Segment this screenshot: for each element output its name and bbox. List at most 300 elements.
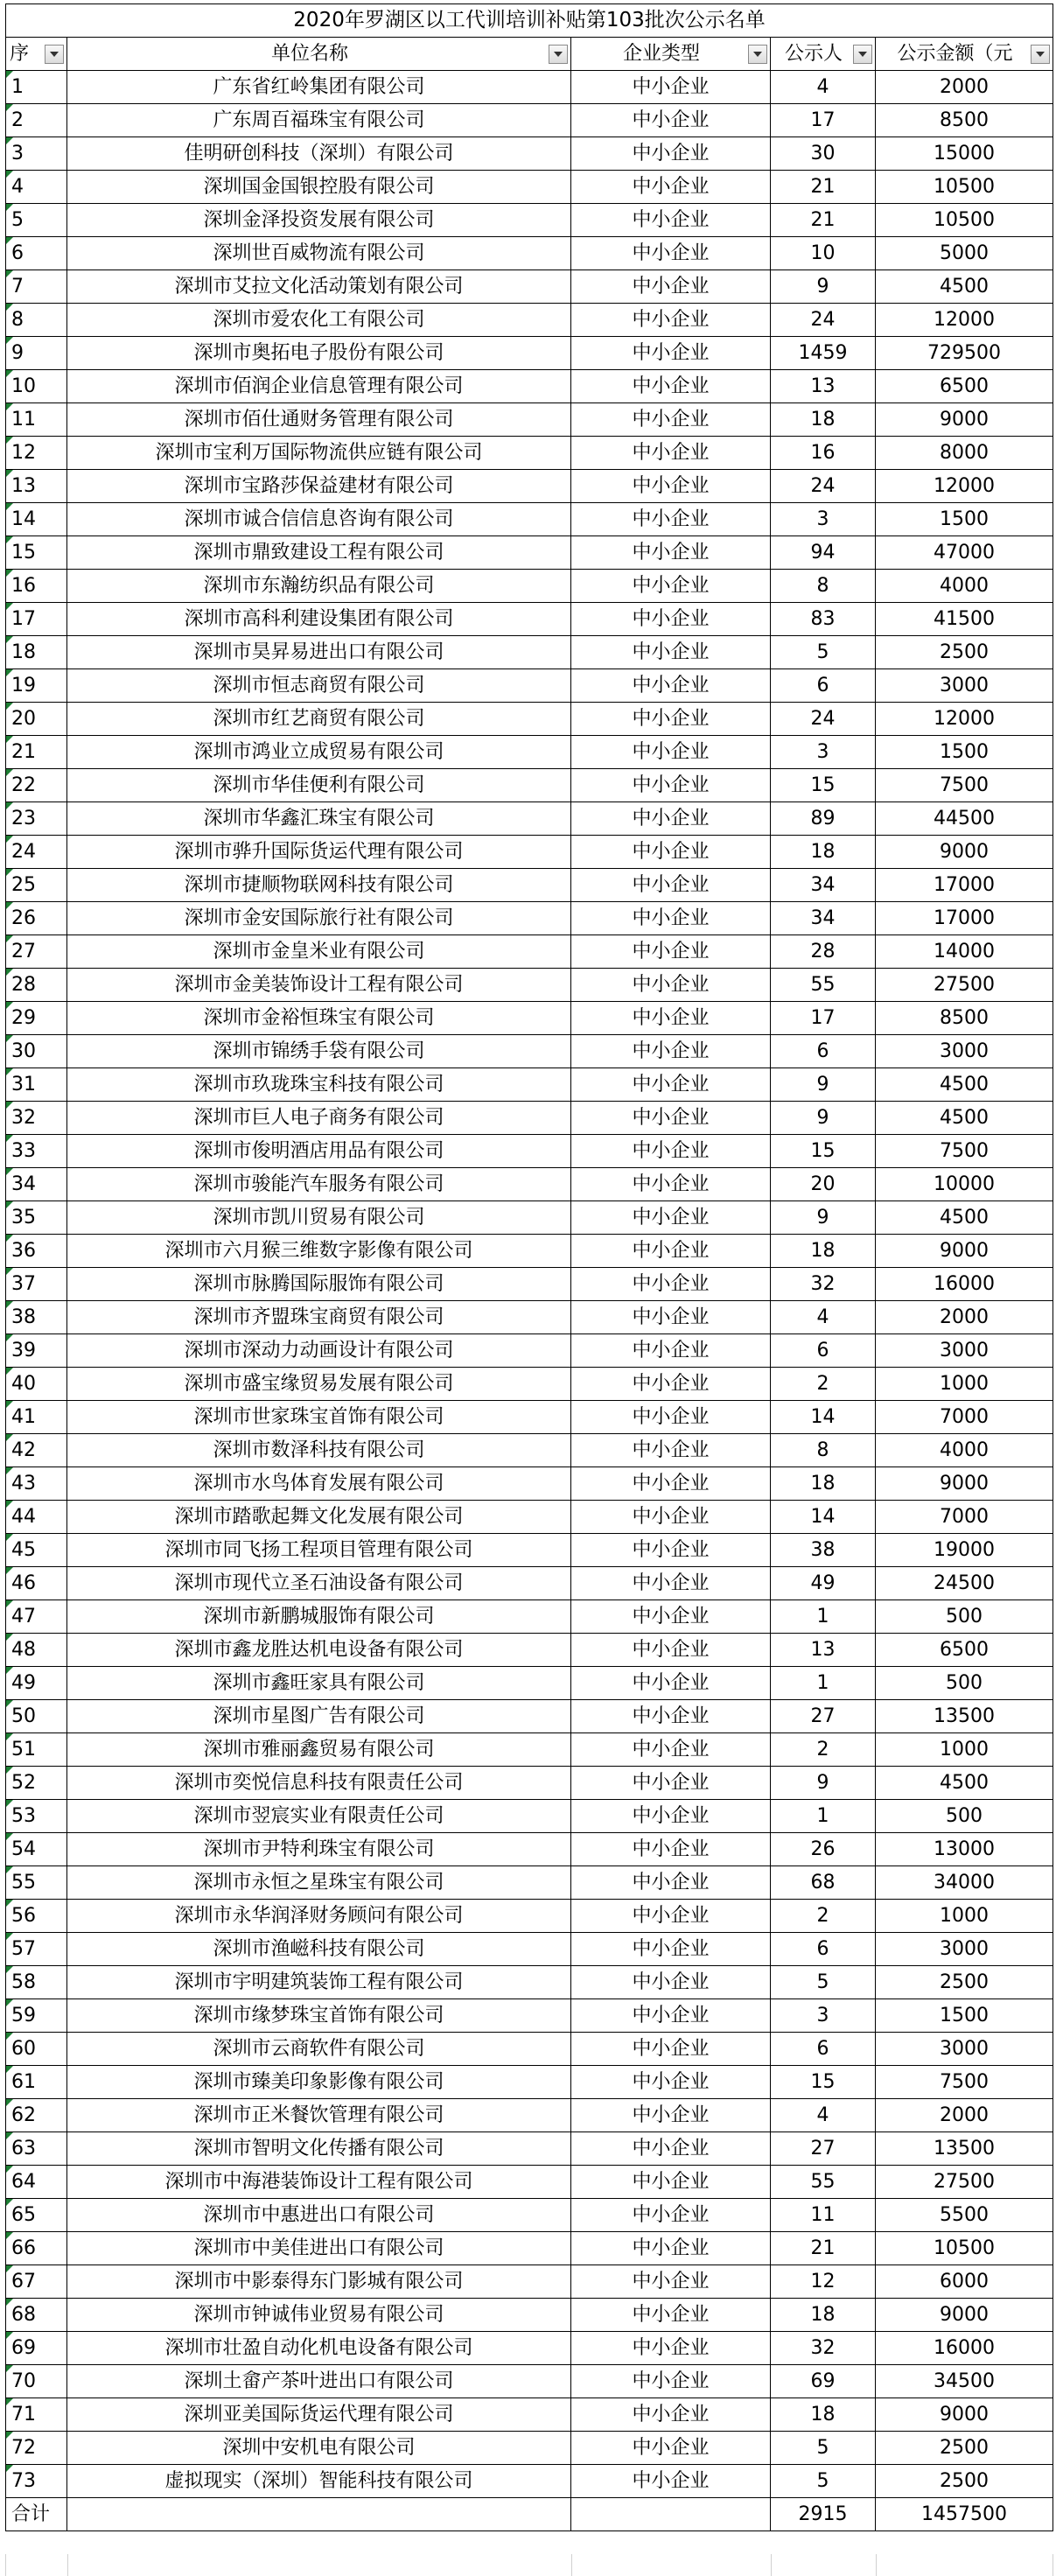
cell-amount[interactable]: 47000 <box>876 536 1053 570</box>
cell-type[interactable]: 中小企业 <box>571 1268 771 1301</box>
cell-company[interactable]: 深圳市渔嵫科技有限公司 <box>67 1933 571 1966</box>
cell-people[interactable]: 83 <box>771 603 876 636</box>
cell-people[interactable]: 89 <box>771 802 876 836</box>
cell-no[interactable]: 28 <box>6 969 67 1002</box>
cell-amount[interactable]: 500 <box>876 1800 1053 1833</box>
cell-type[interactable]: 中小企业 <box>571 636 771 669</box>
cell-amount[interactable]: 8500 <box>876 1002 1053 1035</box>
cell-amount[interactable]: 6000 <box>876 2265 1053 2299</box>
cell-type[interactable]: 中小企业 <box>571 1866 771 1900</box>
cell-type[interactable]: 中小企业 <box>571 1068 771 1102</box>
cell-company[interactable]: 深圳市深动力动画设计有限公司 <box>67 1334 571 1368</box>
cell-people[interactable]: 5 <box>771 2465 876 2498</box>
cell-amount[interactable]: 2500 <box>876 2432 1053 2465</box>
cell-type[interactable]: 中小企业 <box>571 2265 771 2299</box>
cell-people[interactable]: 6 <box>771 1933 876 1966</box>
cell-amount[interactable]: 10500 <box>876 204 1053 237</box>
cell-company[interactable]: 深圳市骅升国际货运代理有限公司 <box>67 836 571 869</box>
cell-amount[interactable]: 6500 <box>876 1634 1053 1667</box>
cell-type[interactable]: 中小企业 <box>571 1933 771 1966</box>
cell-people[interactable]: 1 <box>771 1667 876 1700</box>
cell-no[interactable]: 50 <box>6 1700 67 1733</box>
cell-amount[interactable]: 34000 <box>876 1866 1053 1900</box>
cell-people[interactable]: 21 <box>771 171 876 204</box>
cell-amount[interactable]: 9000 <box>876 2398 1053 2432</box>
cell-people[interactable]: 4 <box>771 2099 876 2132</box>
cell-amount[interactable]: 2000 <box>876 1301 1053 1334</box>
cell-people[interactable]: 6 <box>771 1035 876 1068</box>
cell-people[interactable]: 4 <box>771 1301 876 1334</box>
cell-amount[interactable]: 9000 <box>876 403 1053 437</box>
cell-type[interactable]: 中小企业 <box>571 902 771 935</box>
cell-amount[interactable]: 44500 <box>876 802 1053 836</box>
cell-no[interactable]: 71 <box>6 2398 67 2432</box>
filter-dropdown-button[interactable] <box>1031 45 1050 64</box>
cell-company[interactable]: 深圳市星图广告有限公司 <box>67 1700 571 1733</box>
cell-company[interactable]: 深圳市中美佳进出口有限公司 <box>67 2232 571 2265</box>
cell-amount[interactable]: 8500 <box>876 104 1053 137</box>
cell-people[interactable]: 32 <box>771 1268 876 1301</box>
cell-people[interactable]: 16 <box>771 437 876 470</box>
cell-company[interactable]: 佳明研创科技（深圳）有限公司 <box>67 137 571 171</box>
cell-company[interactable]: 深圳市钟诚伟业贸易有限公司 <box>67 2299 571 2332</box>
cell-no[interactable]: 63 <box>6 2132 67 2166</box>
cell-type[interactable]: 中小企业 <box>571 2398 771 2432</box>
cell-people[interactable]: 38 <box>771 1534 876 1567</box>
cell-people[interactable]: 69 <box>771 2365 876 2398</box>
cell-people[interactable]: 13 <box>771 1634 876 1667</box>
cell-amount[interactable]: 500 <box>876 1600 1053 1634</box>
cell-company[interactable]: 深圳市玖珑珠宝科技有限公司 <box>67 1068 571 1102</box>
cell-type[interactable]: 中小企业 <box>571 1767 771 1800</box>
cell-amount[interactable]: 1500 <box>876 736 1053 769</box>
cell-company[interactable]: 深圳亚美国际货运代理有限公司 <box>67 2398 571 2432</box>
cell-company[interactable]: 深圳市脉腾国际服饰有限公司 <box>67 1268 571 1301</box>
cell-no[interactable]: 31 <box>6 1068 67 1102</box>
cell-people[interactable]: 10 <box>771 237 876 270</box>
cell-people[interactable]: 2 <box>771 1900 876 1933</box>
cell-amount[interactable]: 5500 <box>876 2199 1053 2232</box>
cell-amount[interactable]: 17000 <box>876 869 1053 902</box>
cell-company[interactable]: 深圳市水鸟体育发展有限公司 <box>67 1467 571 1501</box>
cell-type[interactable]: 中小企业 <box>571 1999 771 2033</box>
cell-people[interactable]: 12 <box>771 2265 876 2299</box>
cell-people[interactable]: 11 <box>771 2199 876 2232</box>
cell-type[interactable]: 中小企业 <box>571 1135 771 1168</box>
cell-no[interactable]: 14 <box>6 503 67 536</box>
cell-amount[interactable]: 14000 <box>876 935 1053 969</box>
cell-company[interactable]: 深圳市云商软件有限公司 <box>67 2033 571 2066</box>
cell-no[interactable]: 33 <box>6 1135 67 1168</box>
cell-company[interactable]: 深圳市智明文化传播有限公司 <box>67 2132 571 2166</box>
filter-dropdown-button[interactable] <box>748 45 767 64</box>
cell-type[interactable]: 中小企业 <box>571 669 771 703</box>
cell-amount[interactable]: 16000 <box>876 2332 1053 2365</box>
cell-company[interactable]: 深圳市正米餐饮管理有限公司 <box>67 2099 571 2132</box>
cell-company[interactable]: 深圳市锦绣手袋有限公司 <box>67 1035 571 1068</box>
cell-type[interactable]: 中小企业 <box>571 71 771 104</box>
cell-no[interactable]: 12 <box>6 437 67 470</box>
cell-no[interactable]: 18 <box>6 636 67 669</box>
cell-company[interactable]: 深圳市中海港装饰设计工程有限公司 <box>67 2166 571 2199</box>
cell-people[interactable]: 68 <box>771 1866 876 1900</box>
cell-type[interactable]: 中小企业 <box>571 1634 771 1667</box>
cell-no[interactable]: 60 <box>6 2033 67 2066</box>
cell-amount[interactable]: 5000 <box>876 237 1053 270</box>
cell-company[interactable]: 深圳市捷顺物联网科技有限公司 <box>67 869 571 902</box>
cell-company[interactable]: 广东省红岭集团有限公司 <box>67 71 571 104</box>
cell-no[interactable]: 39 <box>6 1334 67 1368</box>
cell-people[interactable]: 21 <box>771 204 876 237</box>
cell-type[interactable]: 中小企业 <box>571 1235 771 1268</box>
cell-type[interactable]: 中小企业 <box>571 1833 771 1866</box>
cell-company[interactable]: 深圳市金皇米业有限公司 <box>67 935 571 969</box>
cell-type[interactable]: 中小企业 <box>571 969 771 1002</box>
cell-company[interactable]: 深圳市宝路莎保益建材有限公司 <box>67 470 571 503</box>
cell-company[interactable]: 虚拟现实（深圳）智能科技有限公司 <box>67 2465 571 2498</box>
cell-amount[interactable]: 16000 <box>876 1268 1053 1301</box>
cell-company[interactable]: 深圳市鸿业立成贸易有限公司 <box>67 736 571 769</box>
cell-no[interactable]: 41 <box>6 1401 67 1434</box>
cell-type[interactable]: 中小企业 <box>571 1667 771 1700</box>
cell-company[interactable]: 深圳市齐盟珠宝商贸有限公司 <box>67 1301 571 1334</box>
cell-amount[interactable]: 24500 <box>876 1567 1053 1600</box>
cell-no[interactable]: 65 <box>6 2199 67 2232</box>
cell-type[interactable]: 中小企业 <box>571 403 771 437</box>
cell-no[interactable]: 68 <box>6 2299 67 2332</box>
cell-company[interactable]: 深圳市数泽科技有限公司 <box>67 1434 571 1467</box>
cell-people[interactable]: 6 <box>771 1334 876 1368</box>
cell-company[interactable]: 深圳市俊明酒店用品有限公司 <box>67 1135 571 1168</box>
cell-no[interactable]: 44 <box>6 1501 67 1534</box>
cell-type[interactable]: 中小企业 <box>571 2299 771 2332</box>
cell-amount[interactable]: 12000 <box>876 703 1053 736</box>
cell-type[interactable]: 中小企业 <box>571 503 771 536</box>
cell-people[interactable]: 55 <box>771 2166 876 2199</box>
cell-type[interactable]: 中小企业 <box>571 1434 771 1467</box>
cell-people[interactable]: 9 <box>771 1102 876 1135</box>
cell-amount[interactable]: 17000 <box>876 902 1053 935</box>
cell-people[interactable]: 3 <box>771 503 876 536</box>
cell-type[interactable]: 中小企业 <box>571 171 771 204</box>
cell-type[interactable]: 中小企业 <box>571 2199 771 2232</box>
cell-type[interactable]: 中小企业 <box>571 337 771 370</box>
cell-amount[interactable]: 1000 <box>876 1733 1053 1767</box>
cell-amount[interactable]: 12000 <box>876 470 1053 503</box>
cell-people[interactable]: 3 <box>771 736 876 769</box>
cell-people[interactable]: 9 <box>771 1767 876 1800</box>
cell-company[interactable]: 深圳市中惠进出口有限公司 <box>67 2199 571 2232</box>
cell-people[interactable]: 17 <box>771 104 876 137</box>
cell-no[interactable]: 66 <box>6 2232 67 2265</box>
cell-people[interactable]: 55 <box>771 969 876 1002</box>
cell-no[interactable]: 48 <box>6 1634 67 1667</box>
cell-people[interactable]: 17 <box>771 1002 876 1035</box>
filter-dropdown-button[interactable] <box>549 45 568 64</box>
cell-people[interactable]: 3 <box>771 1999 876 2033</box>
cell-no[interactable]: 32 <box>6 1102 67 1135</box>
cell-people[interactable]: 21 <box>771 2232 876 2265</box>
cell-amount[interactable]: 9000 <box>876 2299 1053 2332</box>
cell-amount[interactable]: 8000 <box>876 437 1053 470</box>
cell-type[interactable]: 中小企业 <box>571 1168 771 1201</box>
cell-company[interactable]: 深圳市中影泰得东门影城有限公司 <box>67 2265 571 2299</box>
cell-no[interactable]: 64 <box>6 2166 67 2199</box>
cell-amount[interactable]: 729500 <box>876 337 1053 370</box>
cell-company[interactable]: 深圳金泽投资发展有限公司 <box>67 204 571 237</box>
filter-dropdown-button[interactable] <box>45 45 64 64</box>
cell-type[interactable]: 中小企业 <box>571 2465 771 2498</box>
cell-type[interactable]: 中小企业 <box>571 603 771 636</box>
cell-no[interactable]: 11 <box>6 403 67 437</box>
cell-people[interactable]: 28 <box>771 935 876 969</box>
cell-amount[interactable]: 3000 <box>876 2033 1053 2066</box>
cell-type[interactable]: 中小企业 <box>571 1534 771 1567</box>
cell-company[interactable]: 深圳市高科利建设集团有限公司 <box>67 603 571 636</box>
cell-no[interactable]: 35 <box>6 1201 67 1235</box>
cell-type[interactable]: 中小企业 <box>571 1900 771 1933</box>
cell-company[interactable]: 深圳市昊昇易进出口有限公司 <box>67 636 571 669</box>
cell-empty[interactable] <box>571 2498 771 2531</box>
cell-no[interactable]: 21 <box>6 736 67 769</box>
cell-amount[interactable]: 41500 <box>876 603 1053 636</box>
cell-no[interactable]: 69 <box>6 2332 67 2365</box>
cell-company[interactable]: 深圳市现代立圣石油设备有限公司 <box>67 1567 571 1600</box>
cell-people[interactable]: 1 <box>771 1800 876 1833</box>
cell-no[interactable]: 51 <box>6 1733 67 1767</box>
cell-amount[interactable]: 1500 <box>876 1999 1053 2033</box>
cell-company[interactable]: 深圳市鑫龙胜达机电设备有限公司 <box>67 1634 571 1667</box>
cell-amount[interactable]: 2000 <box>876 71 1053 104</box>
filter-dropdown-button[interactable] <box>853 45 872 64</box>
cell-company[interactable]: 深圳市世家珠宝首饰有限公司 <box>67 1401 571 1434</box>
cell-type[interactable]: 中小企业 <box>571 2132 771 2166</box>
cell-people[interactable]: 5 <box>771 1966 876 1999</box>
cell-no[interactable]: 52 <box>6 1767 67 1800</box>
cell-no[interactable]: 3 <box>6 137 67 171</box>
cell-no[interactable]: 25 <box>6 869 67 902</box>
cell-amount[interactable]: 4500 <box>876 1102 1053 1135</box>
cell-no[interactable]: 22 <box>6 769 67 802</box>
cell-amount[interactable]: 7500 <box>876 1135 1053 1168</box>
cell-company[interactable]: 深圳市佰仕通财务管理有限公司 <box>67 403 571 437</box>
cell-company[interactable]: 深圳国金国银控股有限公司 <box>67 171 571 204</box>
cell-people[interactable]: 20 <box>771 1168 876 1201</box>
cell-people[interactable]: 32 <box>771 2332 876 2365</box>
cell-company[interactable]: 深圳市华佳便利有限公司 <box>67 769 571 802</box>
cell-no[interactable]: 72 <box>6 2432 67 2465</box>
cell-type[interactable]: 中小企业 <box>571 736 771 769</box>
cell-company[interactable]: 深圳市凯川贸易有限公司 <box>67 1201 571 1235</box>
cell-company[interactable]: 深圳市鼎致建设工程有限公司 <box>67 536 571 570</box>
cell-type[interactable]: 中小企业 <box>571 1035 771 1068</box>
cell-amount[interactable]: 13500 <box>876 2132 1053 2166</box>
cell-company[interactable]: 深圳市佰润企业信息管理有限公司 <box>67 370 571 403</box>
cell-type[interactable]: 中小企业 <box>571 2066 771 2099</box>
cell-people[interactable]: 1 <box>771 1600 876 1634</box>
cell-people[interactable]: 4 <box>771 71 876 104</box>
cell-company[interactable]: 深圳市爱农化工有限公司 <box>67 304 571 337</box>
cell-amount[interactable]: 3000 <box>876 1933 1053 1966</box>
cell-people[interactable]: 15 <box>771 769 876 802</box>
cell-no[interactable]: 6 <box>6 237 67 270</box>
cell-amount[interactable]: 10500 <box>876 171 1053 204</box>
cell-people[interactable]: 30 <box>771 137 876 171</box>
cell-empty[interactable] <box>67 2498 571 2531</box>
cell-type[interactable]: 中小企业 <box>571 137 771 171</box>
cell-type[interactable]: 中小企业 <box>571 1501 771 1534</box>
cell-people[interactable]: 18 <box>771 1467 876 1501</box>
cell-type[interactable]: 中小企业 <box>571 935 771 969</box>
cell-people[interactable]: 5 <box>771 2432 876 2465</box>
cell-type[interactable]: 中小企业 <box>571 1334 771 1368</box>
cell-amount[interactable]: 4000 <box>876 570 1053 603</box>
cell-amount[interactable]: 2000 <box>876 2099 1053 2132</box>
cell-amount[interactable]: 4500 <box>876 1767 1053 1800</box>
cell-company[interactable]: 深圳市踏歌起舞文化发展有限公司 <box>67 1501 571 1534</box>
cell-people[interactable]: 9 <box>771 270 876 304</box>
cell-company[interactable]: 深圳市诚合信信息咨询有限公司 <box>67 503 571 536</box>
cell-amount[interactable]: 2500 <box>876 2465 1053 2498</box>
cell-people[interactable]: 14 <box>771 1501 876 1534</box>
cell-company[interactable]: 深圳市华鑫汇珠宝有限公司 <box>67 802 571 836</box>
cell-no[interactable]: 61 <box>6 2066 67 2099</box>
cell-amount[interactable]: 9000 <box>876 836 1053 869</box>
cell-type[interactable]: 中小企业 <box>571 204 771 237</box>
cell-company[interactable]: 深圳市臻美印象影像有限公司 <box>67 2066 571 2099</box>
cell-people[interactable]: 34 <box>771 902 876 935</box>
cell-company[interactable]: 深圳市巨人电子商务有限公司 <box>67 1102 571 1135</box>
cell-no[interactable]: 49 <box>6 1667 67 1700</box>
cell-amount[interactable]: 27500 <box>876 2166 1053 2199</box>
cell-no[interactable]: 40 <box>6 1368 67 1401</box>
cell-company[interactable]: 深圳市奕悦信息科技有限责任公司 <box>67 1767 571 1800</box>
cell-people[interactable]: 8 <box>771 570 876 603</box>
cell-no[interactable]: 26 <box>6 902 67 935</box>
cell-type[interactable]: 中小企业 <box>571 270 771 304</box>
cell-type[interactable]: 中小企业 <box>571 2365 771 2398</box>
cell-no[interactable]: 59 <box>6 1999 67 2033</box>
cell-people[interactable]: 94 <box>771 536 876 570</box>
cell-people[interactable]: 6 <box>771 669 876 703</box>
cell-type[interactable]: 中小企业 <box>571 869 771 902</box>
cell-no[interactable]: 23 <box>6 802 67 836</box>
cell-company[interactable]: 深圳市永恒之星珠宝有限公司 <box>67 1866 571 1900</box>
cell-no[interactable]: 53 <box>6 1800 67 1833</box>
cell-no[interactable]: 7 <box>6 270 67 304</box>
cell-people[interactable]: 26 <box>771 1833 876 1866</box>
cell-no[interactable]: 47 <box>6 1600 67 1634</box>
cell-people[interactable]: 18 <box>771 2398 876 2432</box>
cell-type[interactable]: 中小企业 <box>571 304 771 337</box>
cell-people[interactable]: 15 <box>771 2066 876 2099</box>
cell-people[interactable]: 27 <box>771 2132 876 2166</box>
cell-amount[interactable]: 13500 <box>876 1700 1053 1733</box>
cell-company[interactable]: 深圳市缘梦珠宝首饰有限公司 <box>67 1999 571 2033</box>
total-people[interactable]: 2915 <box>771 2498 876 2531</box>
cell-type[interactable]: 中小企业 <box>571 1467 771 1501</box>
cell-no[interactable]: 55 <box>6 1866 67 1900</box>
cell-company[interactable]: 深圳市新鹏城服饰有限公司 <box>67 1600 571 1634</box>
cell-people[interactable]: 27 <box>771 1700 876 1733</box>
cell-company[interactable]: 深圳中安机电有限公司 <box>67 2432 571 2465</box>
cell-type[interactable]: 中小企业 <box>571 1002 771 1035</box>
cell-type[interactable]: 中小企业 <box>571 2166 771 2199</box>
cell-company[interactable]: 深圳市盛宝缘贸易发展有限公司 <box>67 1368 571 1401</box>
cell-people[interactable]: 49 <box>771 1567 876 1600</box>
cell-type[interactable]: 中小企业 <box>571 1966 771 1999</box>
cell-no[interactable]: 34 <box>6 1168 67 1201</box>
cell-company[interactable]: 深圳土畲产茶叶进出口有限公司 <box>67 2365 571 2398</box>
cell-no[interactable]: 37 <box>6 1268 67 1301</box>
cell-company[interactable]: 深圳市鑫旺家具有限公司 <box>67 1667 571 1700</box>
cell-amount[interactable]: 27500 <box>876 969 1053 1002</box>
cell-company[interactable]: 深圳市奥拓电子股份有限公司 <box>67 337 571 370</box>
cell-people[interactable]: 18 <box>771 403 876 437</box>
cell-company[interactable]: 深圳市恒志商贸有限公司 <box>67 669 571 703</box>
cell-no[interactable]: 19 <box>6 669 67 703</box>
cell-amount[interactable]: 7000 <box>876 1401 1053 1434</box>
cell-no[interactable]: 10 <box>6 370 67 403</box>
cell-people[interactable]: 24 <box>771 703 876 736</box>
cell-no[interactable]: 29 <box>6 1002 67 1035</box>
cell-no[interactable]: 5 <box>6 204 67 237</box>
cell-no[interactable]: 36 <box>6 1235 67 1268</box>
cell-no[interactable]: 67 <box>6 2265 67 2299</box>
cell-people[interactable]: 2 <box>771 1368 876 1401</box>
cell-type[interactable]: 中小企业 <box>571 1301 771 1334</box>
cell-company[interactable]: 广东周百福珠宝有限公司 <box>67 104 571 137</box>
cell-no[interactable]: 8 <box>6 304 67 337</box>
cell-no[interactable]: 43 <box>6 1467 67 1501</box>
cell-type[interactable]: 中小企业 <box>571 2232 771 2265</box>
cell-type[interactable]: 中小企业 <box>571 1102 771 1135</box>
cell-no[interactable]: 46 <box>6 1567 67 1600</box>
cell-type[interactable]: 中小企业 <box>571 2432 771 2465</box>
cell-type[interactable]: 中小企业 <box>571 1567 771 1600</box>
cell-amount[interactable]: 1000 <box>876 1900 1053 1933</box>
cell-no[interactable]: 9 <box>6 337 67 370</box>
cell-no[interactable]: 13 <box>6 470 67 503</box>
cell-amount[interactable]: 10500 <box>876 2232 1053 2265</box>
cell-people[interactable]: 6 <box>771 2033 876 2066</box>
cell-type[interactable]: 中小企业 <box>571 1401 771 1434</box>
cell-type[interactable]: 中小企业 <box>571 703 771 736</box>
cell-people[interactable]: 9 <box>771 1068 876 1102</box>
cell-people[interactable]: 5 <box>771 636 876 669</box>
cell-amount[interactable]: 19000 <box>876 1534 1053 1567</box>
cell-company[interactable]: 深圳市雅丽鑫贸易有限公司 <box>67 1733 571 1767</box>
cell-people[interactable]: 9 <box>771 1201 876 1235</box>
cell-type[interactable]: 中小企业 <box>571 769 771 802</box>
cell-no[interactable]: 1 <box>6 71 67 104</box>
cell-type[interactable]: 中小企业 <box>571 1800 771 1833</box>
cell-no[interactable]: 2 <box>6 104 67 137</box>
cell-amount[interactable]: 7000 <box>876 1501 1053 1534</box>
cell-type[interactable]: 中小企业 <box>571 536 771 570</box>
cell-type[interactable]: 中小企业 <box>571 2033 771 2066</box>
cell-type[interactable]: 中小企业 <box>571 2332 771 2365</box>
cell-no[interactable]: 62 <box>6 2099 67 2132</box>
cell-type[interactable]: 中小企业 <box>571 437 771 470</box>
cell-people[interactable]: 24 <box>771 470 876 503</box>
cell-company[interactable]: 深圳市红艺商贸有限公司 <box>67 703 571 736</box>
cell-company[interactable]: 深圳市同飞扬工程项目管理有限公司 <box>67 1534 571 1567</box>
cell-amount[interactable]: 34500 <box>876 2365 1053 2398</box>
cell-type[interactable]: 中小企业 <box>571 1368 771 1401</box>
cell-company[interactable]: 深圳市尹特利珠宝有限公司 <box>67 1833 571 1866</box>
cell-people[interactable]: 13 <box>771 370 876 403</box>
